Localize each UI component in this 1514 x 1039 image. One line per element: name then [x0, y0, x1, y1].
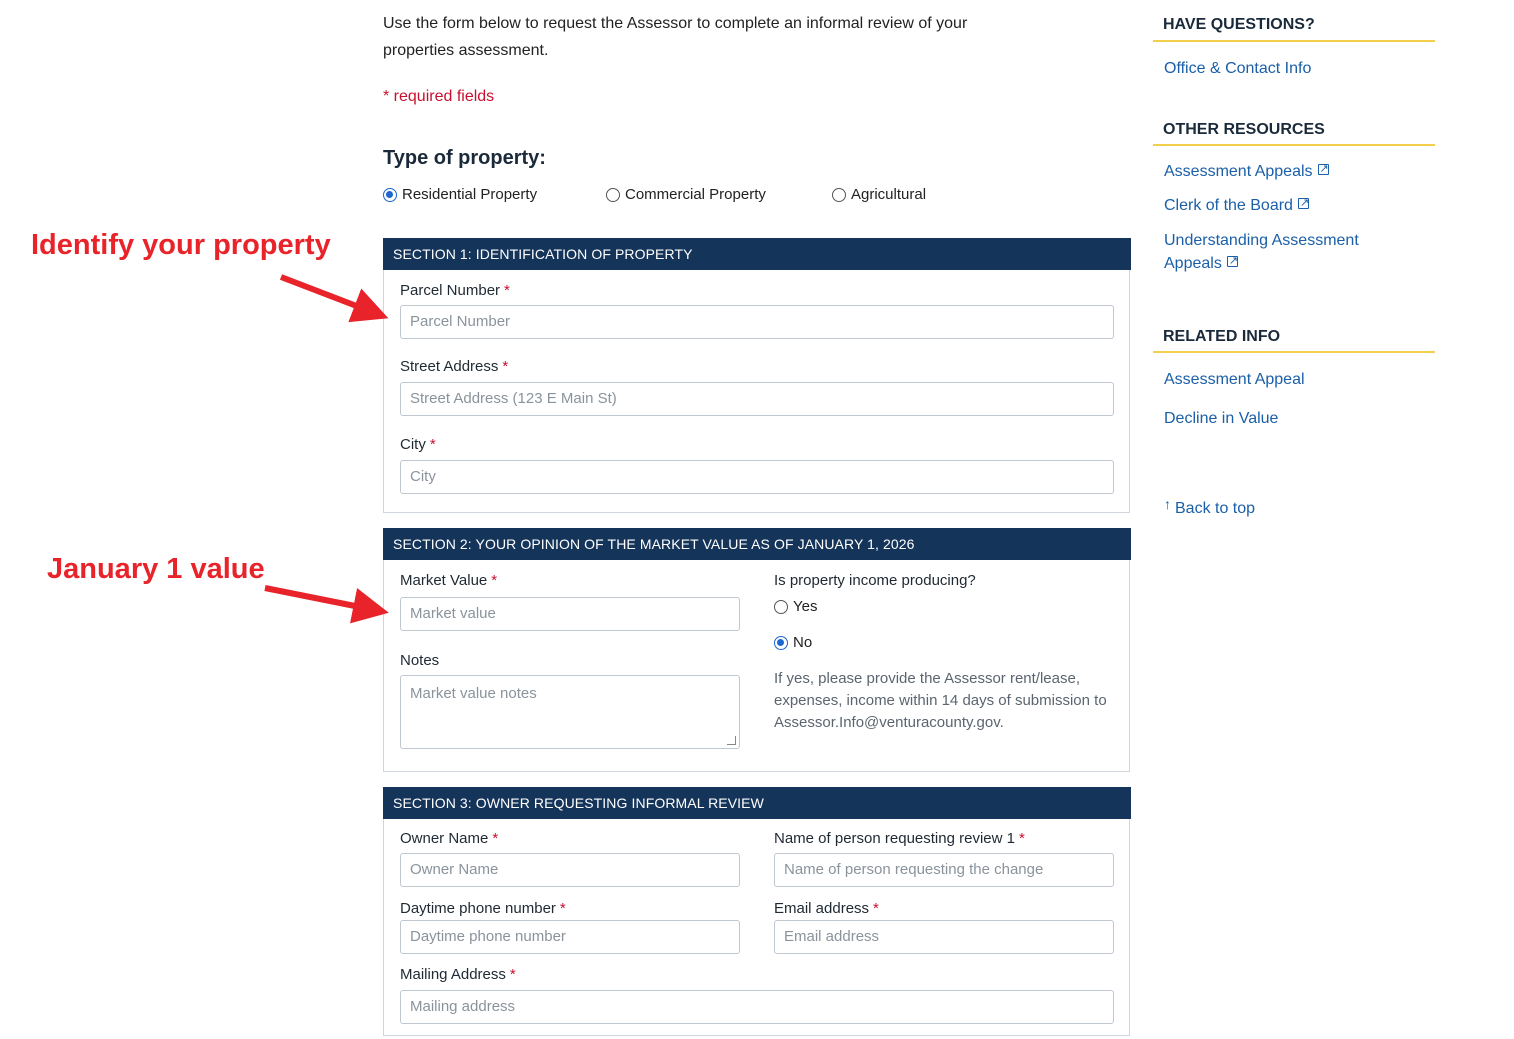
radio-agricultural-label: Agricultural — [851, 186, 927, 203]
street-address-input[interactable]: Street Address (123 E Main St) — [400, 382, 1114, 416]
sidebar-questions-title: HAVE QUESTIONS? — [1163, 16, 1315, 33]
annotation-identify: Identify your property — [31, 229, 331, 261]
annotation-january: January 1 value — [47, 553, 265, 585]
arrow-up-icon: ↑ — [1164, 496, 1171, 512]
arrow-icon — [281, 277, 380, 315]
section-3-header: SECTION 3: OWNER REQUESTING INFORMAL REVIEW — [383, 787, 1131, 819]
parcel-number-input[interactable]: Parcel Number — [400, 305, 1114, 339]
section-1-header: SECTION 1: IDENTIFICATION OF PROPERTY — [383, 238, 1131, 270]
clerk-board-link[interactable]: Clerk of the Board↗ — [1164, 194, 1309, 217]
section-2-header: SECTION 2: YOUR OPINION OF THE MARKET VALUE AS OF JANUARY 1, 2026 — [383, 528, 1131, 560]
mailing-label: Mailing Address * — [400, 966, 516, 983]
requester-label: Name of person requesting review 1 * — [774, 830, 1025, 847]
email-label: Email address * — [774, 900, 879, 917]
mailing-address-input[interactable]: Mailing address — [400, 990, 1114, 1024]
owner-name-label: Owner Name * — [400, 830, 499, 847]
city-label: City * — [400, 436, 436, 453]
sidebar-related-title: RELATED INFO — [1163, 328, 1281, 345]
radio-yes-label: Yes — [793, 598, 818, 615]
notes-placeholder: Market value notes — [410, 685, 537, 702]
phone-input[interactable]: Daytime phone number — [400, 920, 740, 954]
required-fields-note: * required fields — [383, 88, 495, 105]
income-help-text: If yes, please provide the Assessor rent/lease, expenses, income within 14 days of submission to Assessor.Info@venturacounty.gov. — [774, 670, 1107, 731]
radio-residential-label: Residential Property — [402, 186, 538, 203]
income-question: Is property income producing? — [774, 572, 976, 589]
property-type-title: Type of property: — [383, 147, 546, 169]
assessment-appeal-link[interactable]: Assessment Appeal — [1164, 371, 1305, 388]
radio-no-label: No — [793, 634, 813, 651]
market-value-label: Market Value * — [400, 572, 498, 589]
radio-commercial-label: Commercial Property — [625, 186, 766, 203]
intro-text: Use the form below to request the Assessor to complete an informal review of your properties assessment. — [383, 15, 968, 59]
street-label: Street Address * — [400, 358, 509, 375]
understanding-appeals-link[interactable]: Understanding Assessment Appeals↗ — [1164, 229, 1359, 275]
decline-value-link[interactable]: Decline in Value — [1164, 410, 1279, 427]
phone-label: Daytime phone number * — [400, 900, 566, 917]
back-to-top-link[interactable]: ↑ Back to top — [1164, 496, 1256, 517]
parcel-label: Parcel Number * — [400, 282, 510, 299]
sidebar-resources-title: OTHER RESOURCES — [1163, 121, 1325, 138]
office-contact-link[interactable]: Office & Contact Info — [1164, 60, 1312, 77]
notes-label: Notes — [400, 652, 440, 669]
email-input[interactable]: Email address — [774, 920, 1114, 954]
requester-input[interactable]: Name of person requesting the change — [774, 853, 1114, 887]
arrow-icon — [265, 588, 380, 611]
owner-name-input[interactable]: Owner Name — [400, 853, 740, 887]
market-value-input[interactable]: Market value — [400, 597, 740, 631]
assessment-appeals-link[interactable]: Assessment Appeals↗ — [1164, 160, 1329, 183]
city-input[interactable]: City — [400, 460, 1114, 494]
